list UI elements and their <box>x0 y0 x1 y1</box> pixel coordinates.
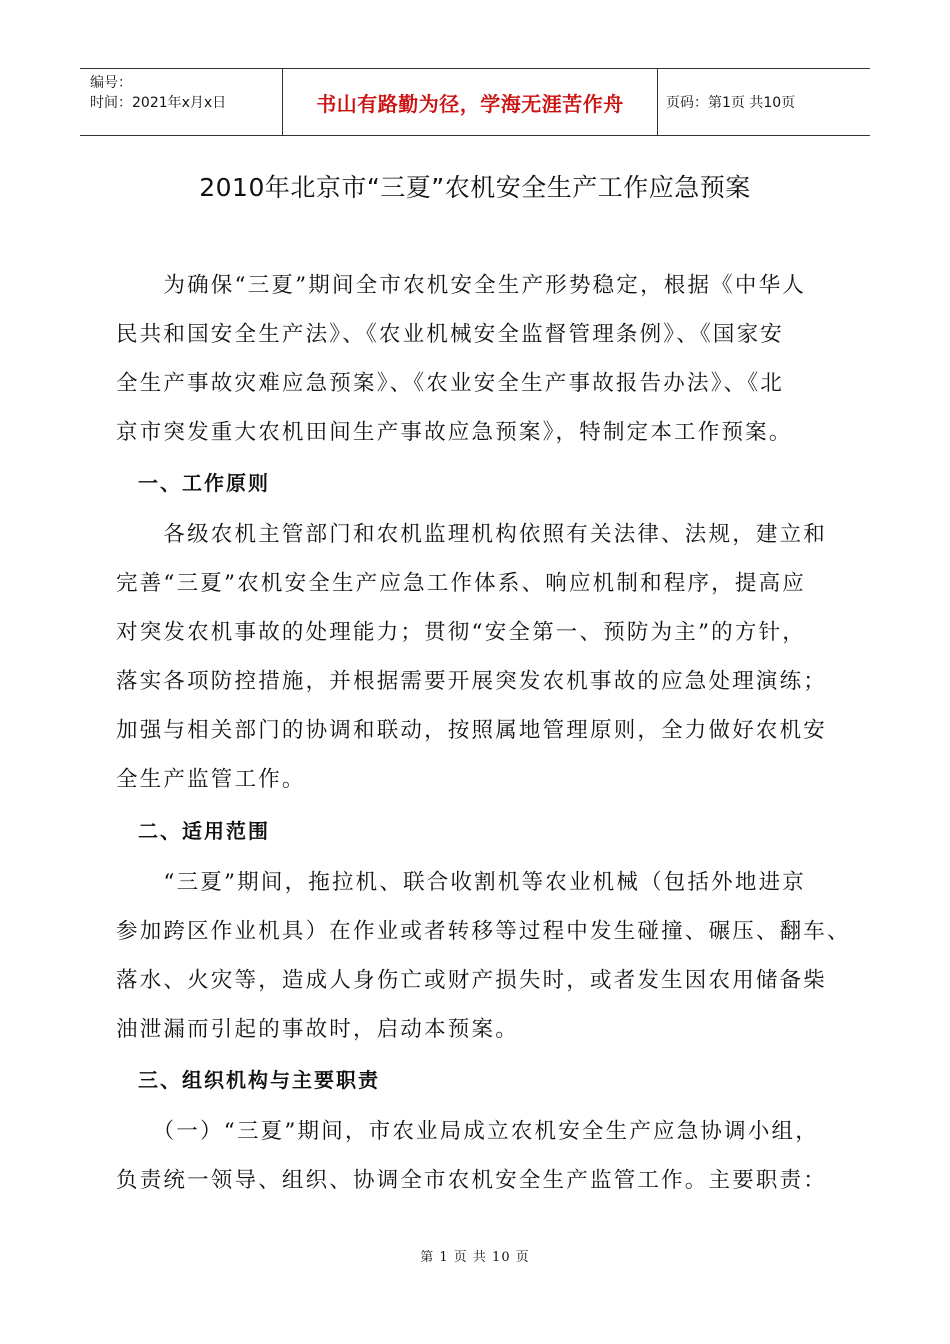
section-1-line: 落实各项防控措施，并根据需要开展突发农机事故的应急处理演练； <box>116 669 828 694</box>
section-2-line: 油泄漏而引起的事故时，启动本预案。 <box>116 1017 519 1042</box>
section-3 <box>116 1056 846 1105</box>
section-2-line: “三夏”期间，拖拉机、联合收割机等农业机械（包括外地进京 <box>116 870 806 895</box>
section-3-heading: 三、组织机构与主要职责 <box>116 1068 380 1092</box>
intro-paragraph <box>116 261 846 457</box>
section-3-line: 负责统一领导、组织、协调全市农机安全生产监管工作。主要职责： <box>116 1168 828 1193</box>
section-1-line: 加强与相关部门的协调和联动，按照属地管理原则，全力做好农机安 <box>116 718 828 743</box>
section-2-line: 参加跨区作业机具）在作业或者转移等过程中发生碰撞、碾压、翻车、 <box>116 919 851 944</box>
section-2 <box>116 807 846 856</box>
section-2-line: 落水、火灾等，造成人身伤亡或财产损失时，或者发生因农用储备柴 <box>116 968 828 993</box>
time-label: 时间：2021年x月x日 <box>90 95 227 111</box>
intro-line: 全生产事故灾难应急预案》、《农业安全生产事故报告办法》、《北 <box>116 371 785 396</box>
section-1-line: 对突发农机事故的处理能力；贯彻“安全第一、预防为主”的方针， <box>116 620 806 645</box>
header-meta <box>80 69 282 135</box>
page-footer: 第 1 页 共 10 页 <box>420 1250 530 1265</box>
section-2-heading: 二、适用范围 <box>116 819 270 843</box>
section-3-body <box>116 1107 846 1205</box>
document-header <box>80 68 870 136</box>
number-label: 编号： <box>90 75 132 91</box>
section-1 <box>116 459 846 508</box>
document-title: 2010年北京市“三夏”农机安全生产工作应急预案 <box>199 173 751 202</box>
intro-line: 京市突发重大农机田间生产事故应急预案》，特制定本工作预案。 <box>116 420 793 445</box>
intro-line: 为确保“三夏”期间全市农机安全生产形势稳定，根据《中华人 <box>116 273 806 298</box>
section-3-line: （一）“三夏”期间，市农业局成立农机安全生产应急协调小组， <box>116 1119 819 1144</box>
section-1-body <box>116 510 846 804</box>
section-2-body <box>116 858 851 1054</box>
section-1-heading: 一、工作原则 <box>116 471 270 495</box>
intro-line: 民共和国安全生产法》、《农业机械安全监督管理条例》、《国家安 <box>116 322 785 347</box>
section-1-line: 各级农机主管部门和农机监理机构依照有关法律、法规，建立和 <box>116 522 828 547</box>
section-1-line: 全生产监管工作。 <box>116 767 306 792</box>
motto-text: 书山有路勤为径，学海无涯苦作舟 <box>316 91 624 116</box>
section-1-line: 完善“三夏”农机安全生产应急工作体系、响应机制和程序，提高应 <box>116 571 806 596</box>
header-motto-cell <box>282 69 658 135</box>
page-info: 页码：第1页 共10页 <box>666 95 796 111</box>
